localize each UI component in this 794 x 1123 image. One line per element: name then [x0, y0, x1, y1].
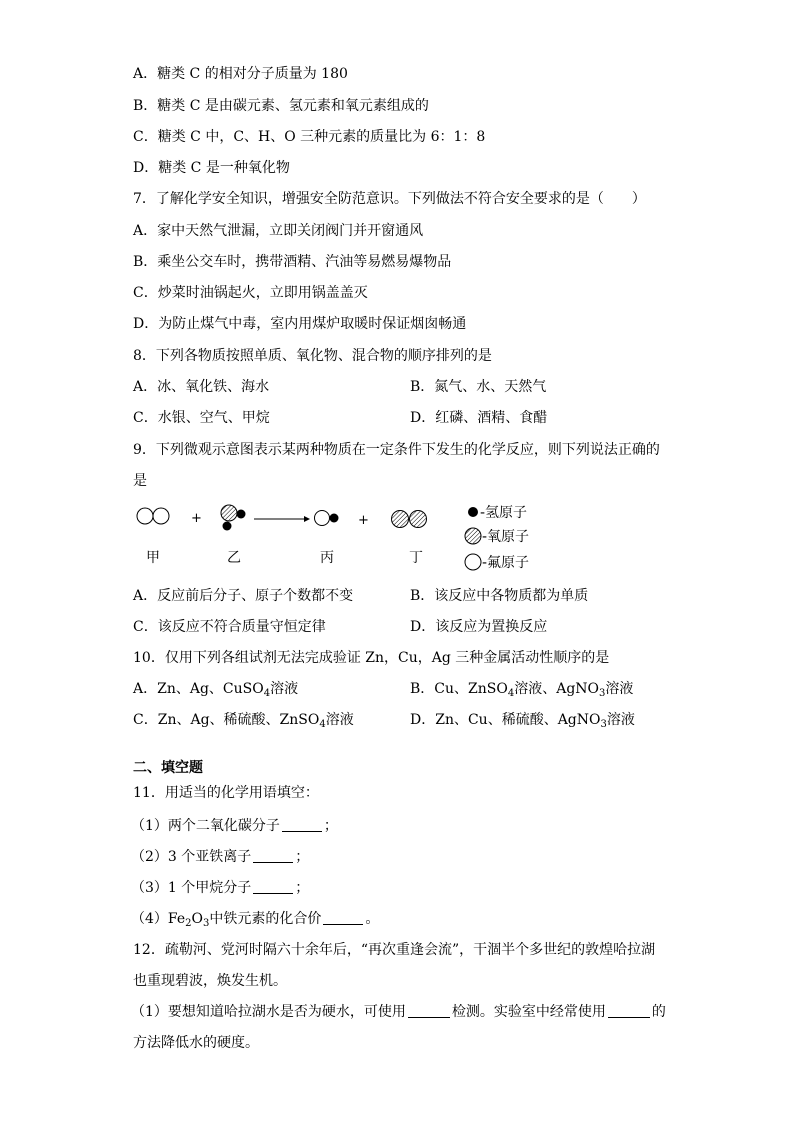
q6-option-c: C．糖类 C 中，C、H、O 三种元素的质量比为 6：1：8 — [133, 129, 486, 145]
legend-fluorine — [465, 554, 529, 571]
answer-blank[interactable] — [408, 1003, 450, 1018]
q10-option-b: B．Cu、ZnSO$_4$溶液、AgNO$_3$溶液 — [410, 681, 634, 699]
label-yi: 乙 — [227, 550, 241, 566]
q10-option-c: C．Zn、Ag、稀硫酸、ZnSO$_4$溶液 — [133, 712, 354, 730]
q9-stem-line2: 是 — [133, 473, 147, 489]
q10-option-a: A．Zn、Ag、CuSO$_4$溶液 — [133, 681, 299, 699]
q9-option-a: A．反应前后分子、原子个数都不变 — [133, 588, 354, 604]
q6-option-d: D．糖类 C 是一种氧化物 — [133, 160, 290, 176]
q11-item-4: $(4)Fe_2O_3$中铁元素的化合价 。 — [131, 911, 380, 929]
q7-option-b: B．乘坐公交车时，携带酒精、汽油等易燃易爆物品 — [133, 254, 452, 270]
q8-option-c: C．水银、空气、甲烷 — [133, 410, 270, 426]
q9-stem-line1: 9．下列微观示意图表示某两种物质在一定条件下发生的化学反应，则下列说法正确的 — [133, 442, 660, 458]
svg-text:-氟原子: -氟原子 — [482, 555, 530, 571]
q9-option-b: B．该反应中各物质都为单质 — [410, 588, 589, 604]
svg-text:-氧原子: -氧原子 — [482, 529, 530, 545]
q9-molecule-diagram — [130, 500, 550, 580]
q11-stem: 11．用适当的化学用语填空： — [133, 785, 319, 801]
answer-blank[interactable] — [282, 817, 322, 832]
q8-option-a: A．冰、氧化铁、海水 — [133, 379, 270, 395]
q10-stem: 10．仅用下列各组试剂无法完成验证 Zn，Cu，Ag 三种金属活动性顺序的是 — [133, 650, 610, 666]
q6-option-a: A．糖类 C 的相对分子质量为 180 — [133, 66, 348, 82]
q9-option-c: C．该反应不符合质量守恒定律 — [133, 619, 326, 635]
q11-item-2: （2）3 个亚铁离子 ； — [131, 849, 310, 865]
q8-stem: 8．下列各物质按照单质、氧化物、混合物的顺序排列的是 — [133, 348, 492, 364]
answer-blank[interactable] — [253, 848, 293, 863]
q8-option-d: D．红磷、酒精、食醋 — [410, 410, 548, 426]
q8-option-b: B．氮气、水、天然气 — [410, 379, 547, 395]
molecule-yi — [221, 505, 246, 531]
legend-oxygen — [465, 528, 529, 545]
q12-stem-line1: 12．疏勒河、党河时隔六十余年后，“再次重逢会流”，干涸半个多世纪的敦煌哈拉湖 — [133, 942, 656, 958]
plus-sign-1: + — [191, 511, 202, 526]
q10-option-d: D．Zn、Cu、稀硫酸、AgNO$_3$溶液 — [410, 712, 635, 730]
label-jia: 甲 — [146, 550, 160, 566]
q12-item-1: （1）要想知道哈拉湖水是否为硬水，可使用 检测。实验室中经常使用 的 — [131, 1004, 666, 1020]
label-ding: 丁 — [409, 550, 423, 566]
q11-item-3: （3）1 个甲烷分子 ； — [131, 880, 310, 896]
plus-sign-2: + — [358, 513, 369, 528]
q12-item-1-line2: 方法降低水的硬度。 — [133, 1035, 259, 1051]
legend-hydrogen — [468, 505, 527, 521]
q11-item-1: （1）两个二氧化碳分子 ； — [131, 818, 338, 834]
molecule-jia — [137, 508, 169, 524]
q7-option-c: C．炒菜时油锅起火，立即用锅盖盖灭 — [133, 285, 368, 301]
answer-blank[interactable] — [253, 879, 293, 894]
q9-option-d: D．该反应为置换反应 — [410, 619, 548, 635]
q12-stem-line2: 也重现碧波，焕发生机。 — [133, 973, 287, 989]
section-title-fill-blank: 二、填空题 — [133, 760, 203, 776]
q7-option-a: A．家中天然气泄漏，立即关闭阀门并开窗通风 — [133, 223, 424, 239]
q7-option-d: D．为防止煤气中毒，室内用煤炉取暖时保证烟囱畅通 — [133, 316, 467, 332]
molecule-ding — [392, 511, 427, 528]
q6-option-b: B．糖类 C 是由碳元素、氢元素和氧元素组成的 — [133, 98, 429, 114]
q7-stem: 7．了解化学安全知识，增强安全防范意识。下列做法不符合安全要求的是（ ） — [133, 191, 646, 207]
molecule-bing — [315, 511, 339, 526]
label-bing: 丙 — [320, 550, 334, 566]
answer-blank[interactable] — [608, 1003, 650, 1018]
svg-text:-氢原子: -氢原子 — [480, 505, 528, 521]
answer-blank[interactable] — [323, 910, 363, 925]
reaction-arrow — [254, 516, 310, 522]
